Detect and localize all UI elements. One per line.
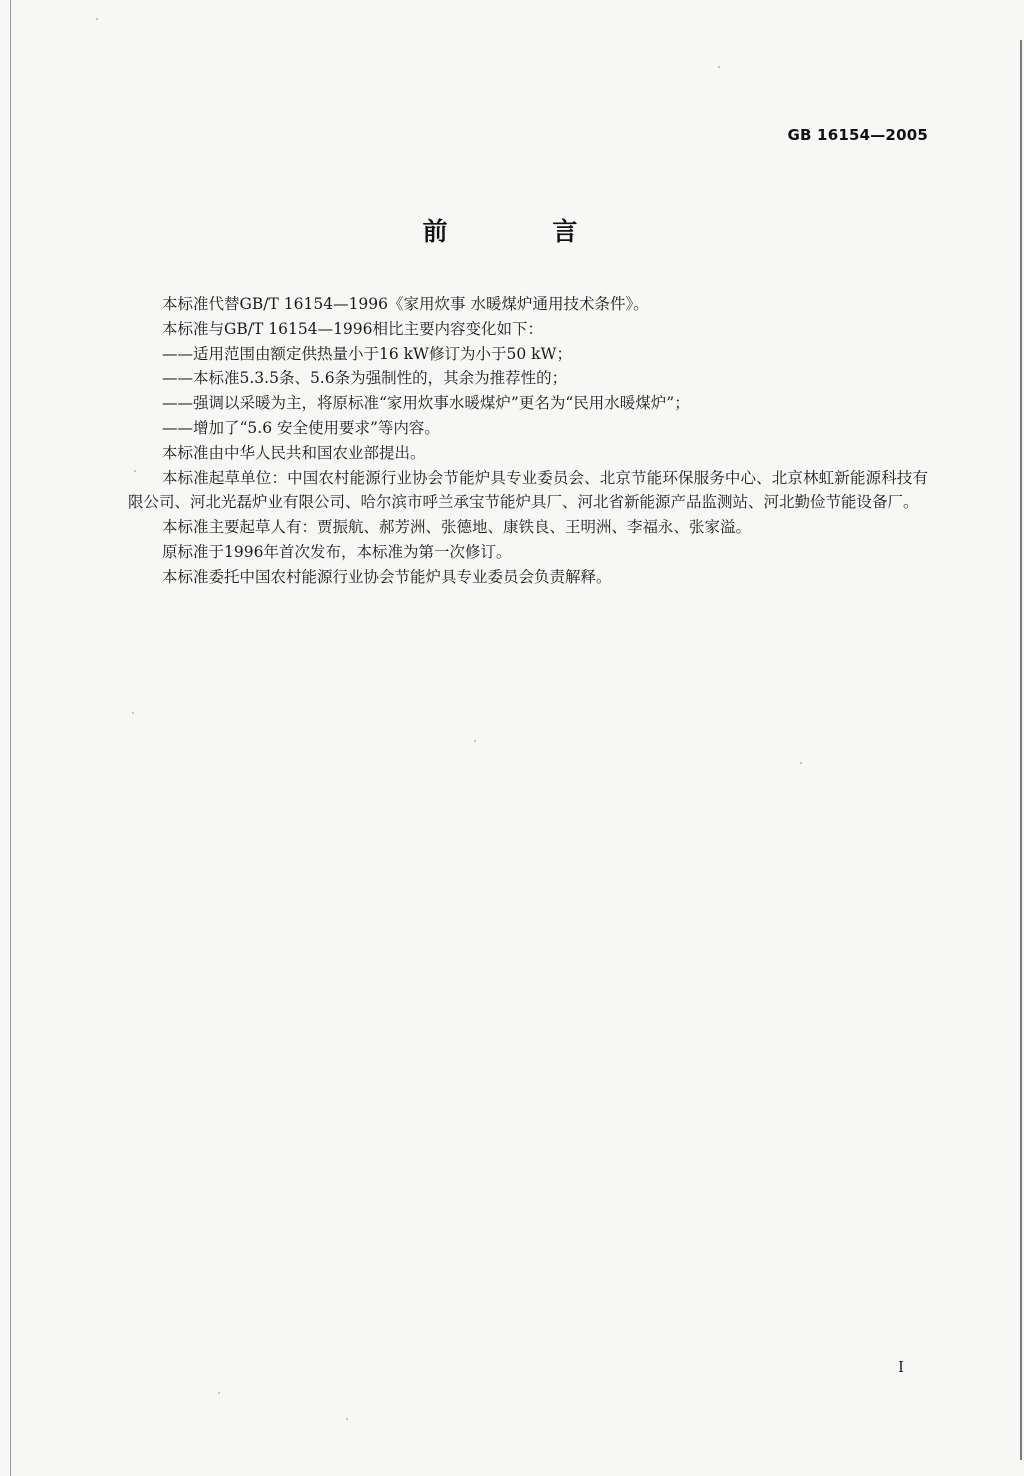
foreword-body — [128, 292, 928, 590]
page-number: I — [898, 1358, 904, 1376]
scan-speck — [474, 740, 476, 742]
paragraph-first-release: 原标准于1996年首次发布，本标准为第一次修订。 — [162, 542, 512, 561]
change-item-scope: ——适用范围由额定供热量小于16 kW修订为小于50 kW； — [162, 344, 572, 363]
scan-speck — [346, 1418, 348, 1420]
change-item-mandatory: ——本标准5.3.5条、5.6条为强制性的，其余为推荐性的； — [162, 369, 568, 388]
page-title: 前 言 — [422, 217, 626, 246]
scan-speck — [132, 712, 134, 714]
paragraph-interpretation: 本标准委托中国农村能源行业协会节能炉具专业委员会负责解释。 — [162, 567, 612, 586]
scan-speck — [800, 762, 802, 764]
paragraph-supersedes: 本标准代替GB/T 16154—1996《家用炊事 水暖煤炉通用技术条件》。 — [162, 295, 649, 313]
scan-edge-right — [1020, 40, 1022, 1460]
scan-speck — [218, 1392, 220, 1394]
scan-speck — [96, 18, 98, 20]
standard-number: GB 16154—2005 — [787, 126, 928, 144]
paragraph-drafters: 本标准主要起草人有：贾振航、郝芳洲、张德地、康铁良、王明洲、李福永、张家溢。 — [162, 518, 752, 537]
paragraph-drafting-units: 本标准起草单位：中国农村能源行业协会节能炉具专业委员会、北京节能环保服务中心、北京林虹新能源科技有限公司、河北光磊炉业有限公司、哈尔滨市呼兰承宝节能炉具厂、河北省新能源产品监测站、河北勤俭节能设备厂。 — [128, 468, 928, 512]
scan-speck — [718, 66, 720, 68]
paragraph-changes-intro: 本标准与GB/T 16154—1996相比主要内容变化如下： — [162, 319, 544, 338]
paragraph-proposed-by: 本标准由中华人民共和国农业部提出。 — [162, 443, 426, 462]
change-item-safety: ——增加了“5.6 安全使用要求”等内容。 — [162, 418, 440, 437]
change-item-rename: ——强调以采暖为主，将原标准“家用炊事水暖煤炉”更名为“民用水暖煤炉”； — [162, 394, 690, 413]
